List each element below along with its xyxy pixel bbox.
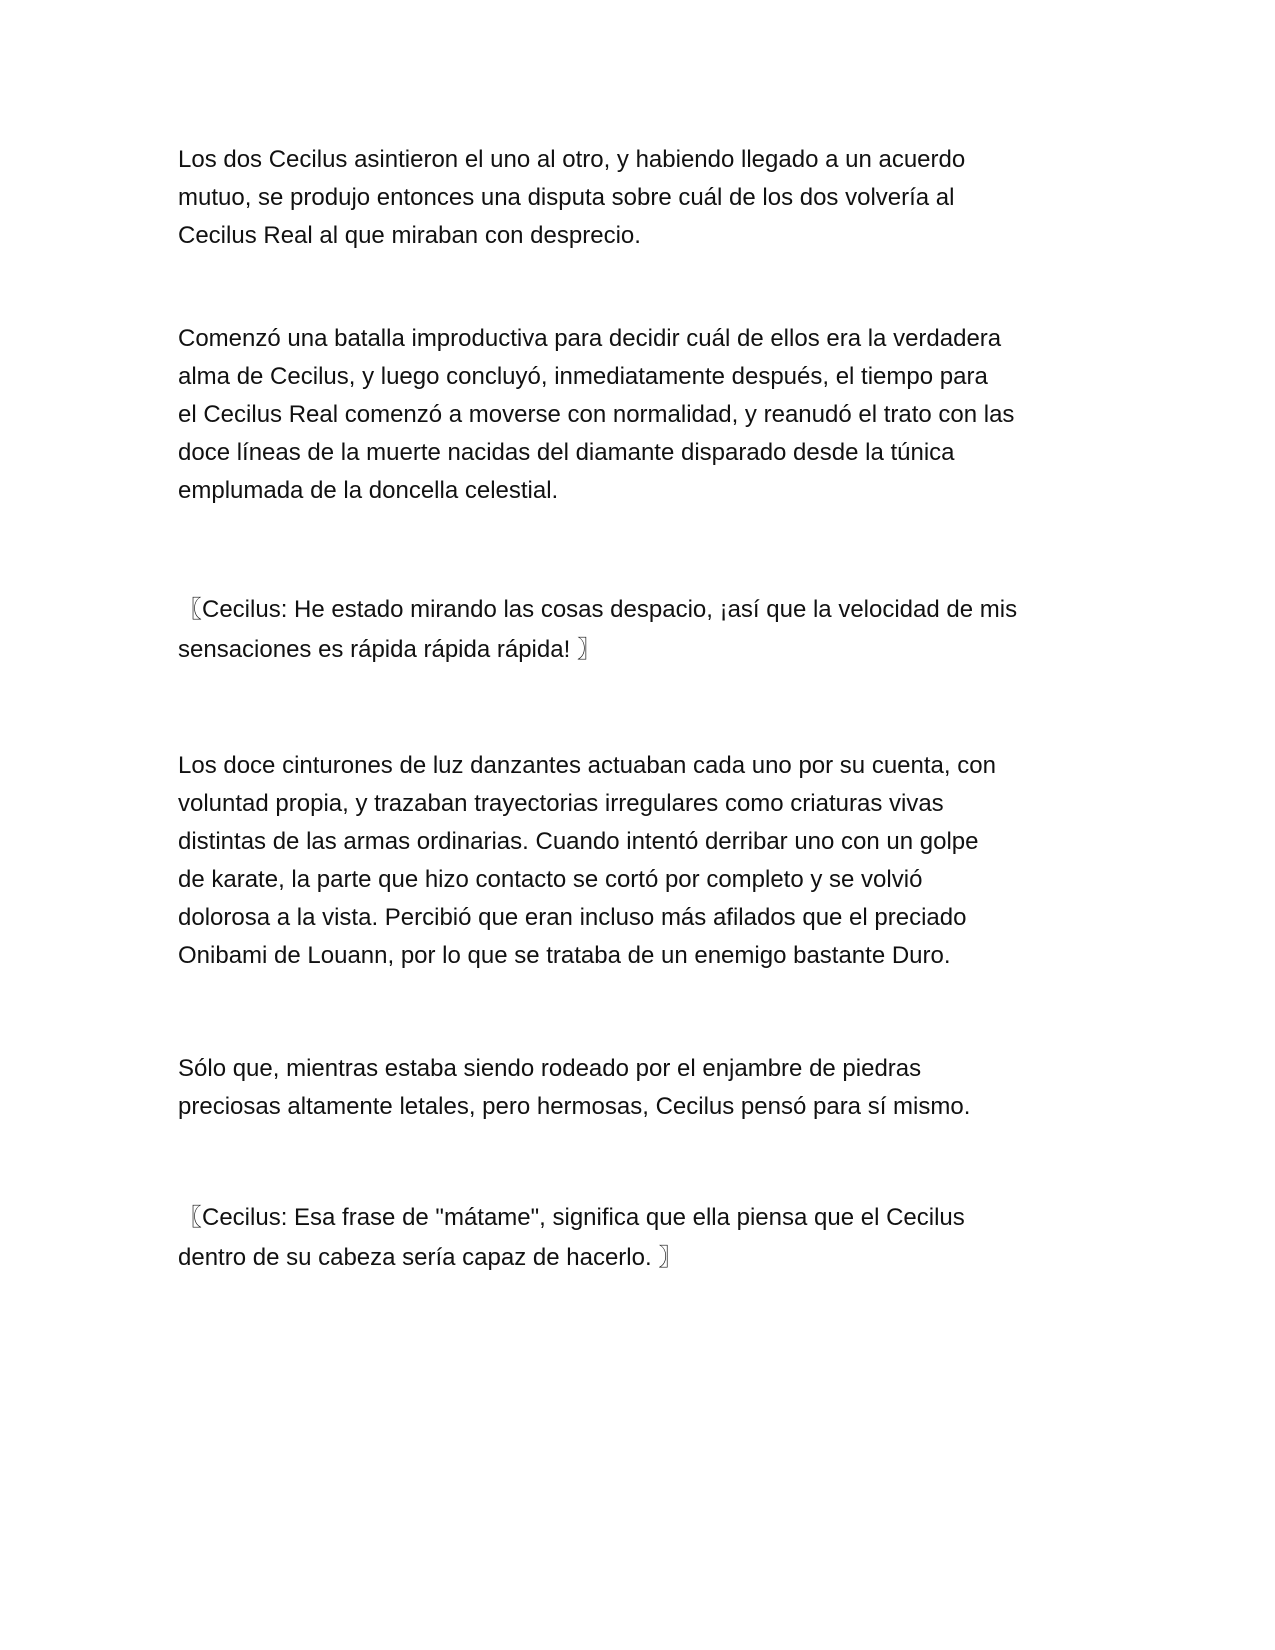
paragraph-line: voluntad propia, y trazaban trayectorias irregulares como criaturas vivas bbox=[178, 790, 944, 817]
paragraph-line: distintas de las armas ordinarias. Cuando intentó derribar uno con un golpe bbox=[178, 828, 979, 855]
dialogue-2 bbox=[178, 1198, 1118, 1278]
dialogue-1 bbox=[178, 590, 1118, 670]
paragraph-line: doce líneas de la muerte nacidas del diamante disparado desde la túnica bbox=[178, 439, 955, 466]
paragraph-line: emplumada de la doncella celestial. bbox=[178, 477, 559, 504]
paragraph-line: mutuo, se produjo entonces una disputa sobre cuál de los dos volvería al bbox=[178, 184, 955, 211]
paragraph-2 bbox=[178, 320, 1118, 510]
paragraph-1 bbox=[178, 141, 1118, 255]
paragraph-3 bbox=[178, 747, 1118, 975]
paragraph-4 bbox=[178, 1050, 1118, 1126]
paragraph-line: Los dos Cecilus asintieron el uno al otro, y habiendo llegado a un acuerdo bbox=[178, 146, 966, 173]
paragraph-line: alma de Cecilus, y luego concluyó, inmediatamente después, el tiempo para bbox=[178, 363, 988, 390]
paragraph-line: Cecilus Real al que miraban con desprecio. bbox=[178, 222, 641, 249]
paragraph-line: preciosas altamente letales, pero hermosas, Cecilus pensó para sí mismo. bbox=[178, 1093, 971, 1120]
paragraph-line: Onibami de Louann, por lo que se trataba de un enemigo bastante Duro. bbox=[178, 942, 951, 969]
paragraph-line: Los doce cinturones de luz danzantes actuaban cada uno por su cuenta, con bbox=[178, 752, 996, 779]
dialogue-line: 〖Cecilus: He estado mirando las cosas despacio, ¡así que la velocidad de mis bbox=[178, 596, 1018, 623]
paragraph-line: Sólo que, mientras estaba siendo rodeado por el enjambre de piedras bbox=[178, 1055, 922, 1082]
paragraph-line: de karate, la parte que hizo contacto se cortó por completo y se volvió bbox=[178, 866, 923, 893]
paragraph-line: Comenzó una batalla improductiva para decidir cuál de ellos era la verdadera bbox=[178, 325, 1002, 352]
paragraph-line: el Cecilus Real comenzó a moverse con normalidad, y reanudó el trato con las bbox=[178, 401, 1015, 428]
dialogue-line: sensaciones es rápida rápida rápida! 〗 bbox=[178, 636, 601, 663]
paragraph-line: dolorosa a la vista. Percibió que eran incluso más afilados que el preciado bbox=[178, 904, 967, 931]
dialogue-line: dentro de su cabeza sería capaz de hacerlo. 〗 bbox=[178, 1244, 683, 1271]
dialogue-line: 〖Cecilus: Esa frase de "mátame", significa que ella piensa que el Cecilus bbox=[178, 1204, 965, 1231]
